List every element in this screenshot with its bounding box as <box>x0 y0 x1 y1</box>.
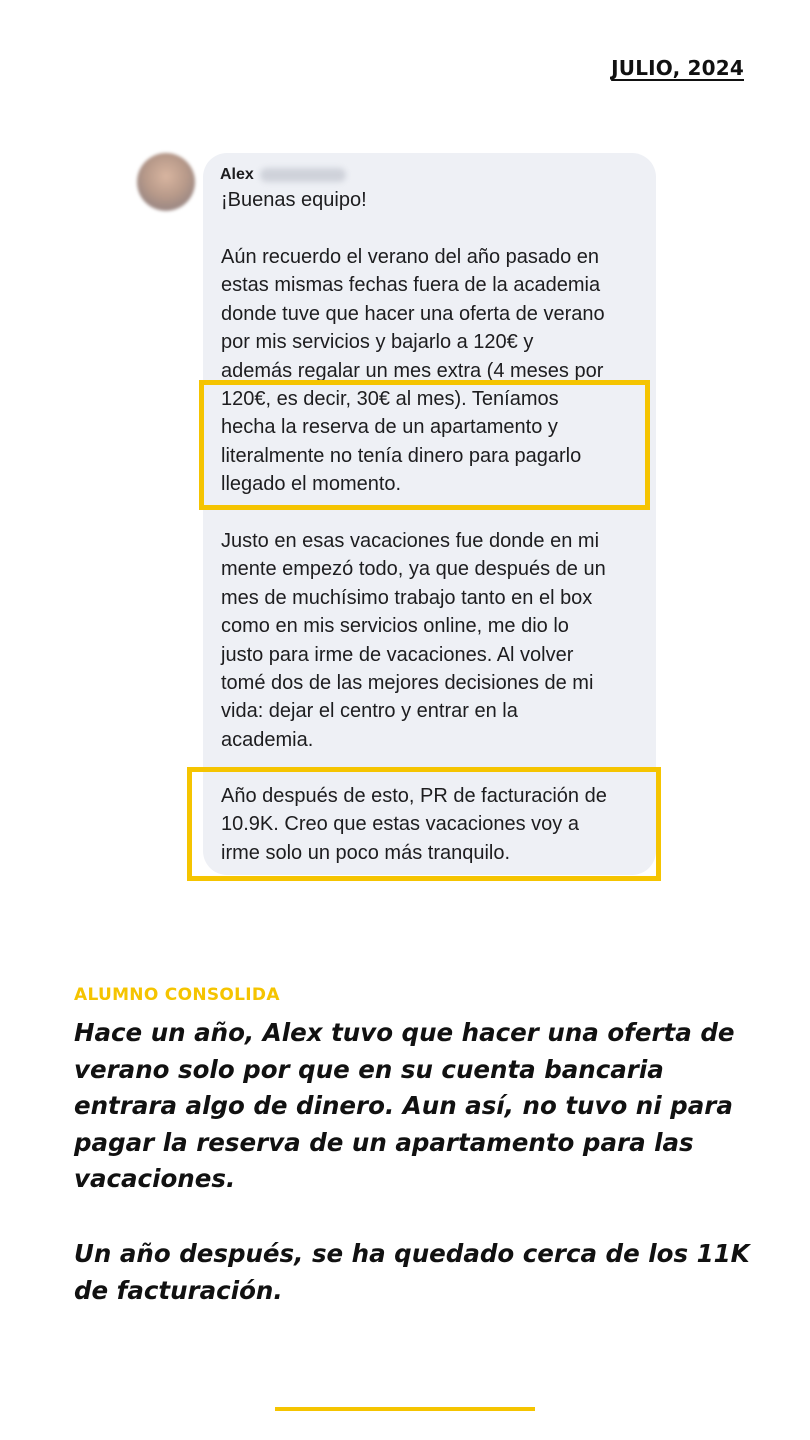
sender-name: Alex <box>220 166 254 183</box>
message-paragraph-vacation: Justo en esas vacaciones fue donde en mi mente empezó todo, ya que después de un mes de muchísimo trabajo tanto en el box como en mis servicios online, me dio lo justo para irme de vacaciones. Al volver tomé dos de las mejores decisiones de mi vida: dejar el centro y entrar en la academia. <box>221 530 606 751</box>
bottom-divider <box>275 1407 535 1411</box>
date-label: JULIO, 2024 <box>611 56 744 80</box>
caption-paragraph-1: Hace un año, Alex tuvo que hacer una oferta de verano solo por que en su cuenta bancaria entrara algo de dinero. Aun así, no tuvo ni para pagar la reserva de un apartamento para las vacaciones. <box>74 1018 735 1194</box>
highlight-box-result <box>187 767 661 881</box>
caption-paragraph-2: Un año después, se ha quedado cerca de los 11K de facturación. <box>74 1239 750 1305</box>
message-paragraph-result: Año después de esto, PR de facturación de 10.9K. Creo que estas vacaciones voy a irme solo un poco más tranquilo. <box>221 785 607 864</box>
message-paragraph-story: Aún recuerdo el verano del año pasado en estas mismas fechas fuera de la academia donde tuve que hacer una oferta de verano por mis servicios y bajarlo a 120€ y además regalar un mes extra (4 meses por 120€, es decir, 30€ al mes). Teníamos hecha la reserva de un apartamento y literalmente no tenía dinero para pagarlo llegado el momento. <box>221 246 605 496</box>
sender-surname-blurred <box>260 168 346 182</box>
highlight-box-apartment <box>199 380 650 510</box>
message-paragraph-greeting: ¡Buenas equipo! <box>221 189 367 211</box>
section-kicker: ALUMNO CONSOLIDA <box>74 985 280 1005</box>
avatar <box>137 153 195 211</box>
